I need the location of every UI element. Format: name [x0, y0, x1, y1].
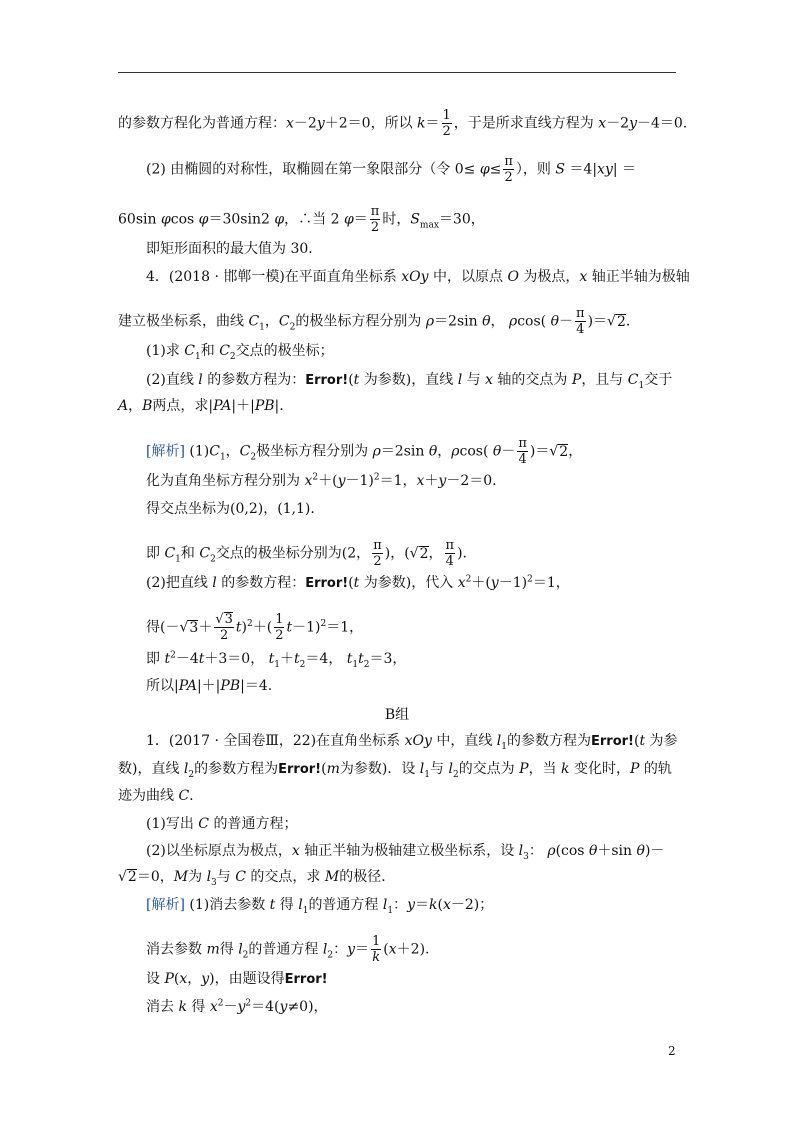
text-line: 即 $t^2-4t+3=0$， $t_1+t_2=4$， $t_1t_2=3$，	[146, 650, 407, 670]
text-line: (2) 由椭圆的对称性，取椭圆在第一象限部分（令 0≤ φ≤ $\frac{\pi}{2}$ ），则 S ＝4|xy| ＝	[146, 154, 637, 185]
text-line: 消去参数 m得 $l_2$的普通方程 $l_2$：y＝ $\frac{1}{k}$ (x＋2).	[146, 934, 430, 965]
text-line: A，B两点，求|PA|＋|PB|.	[118, 398, 284, 414]
page-number: 2	[668, 1044, 676, 1058]
text-line: (1)求 $C_1$和 $C_2$交点的极坐标；	[146, 343, 334, 362]
text-line: 设 P(x，y)，由题设得Error!	[146, 971, 328, 987]
text-line: 即 $C_1$和 $C_2$交点的极坐标分别为(2， $\frac{\pi}{2}$ )，(√2， $\frac{\pi}{4}$ ).	[146, 538, 467, 569]
text-line: 得交点坐标为(0,2)，(1,1).	[146, 501, 315, 517]
text-line: (1)写出 C 的普通方程；	[146, 816, 298, 832]
text-line: 消去 k 得 $x^2-y^2=4(y\ne 0)$，	[146, 998, 328, 1015]
text-line: 60sin φcos φ＝30sin2 φ，∴当 2 φ＝ $\frac{\pi}{2}$ 时，$S_{max}=30$，	[118, 204, 485, 235]
section-heading: B组	[384, 707, 410, 723]
text-line: 1．(2017 · 全国卷Ⅲ，22)在直角坐标系 xOy 中，直线 $l_1$的参数方程为Error!(t 为参	[146, 733, 678, 752]
text-line: 得(－√3＋ $\frac{√3}{2}$ t)$^2$＋( $\frac{1}{2}$ t－1)$^2$＝1，	[146, 612, 364, 643]
text-line: [解析] (1)消去参数 t 得 $l_1$的普通方程 $l_1$：y＝k(x－2)；	[146, 897, 494, 916]
text-line: (2)把直线 l 的参数方程：Error!(t 为参数)，代入 $x^2+(y-1)^2=1$，	[146, 574, 570, 591]
text-line: 所以|PA|＋|PB|＝4.	[146, 678, 273, 694]
text-line: 建立极坐标系，曲线 $C_1$，$C_2$的极坐标方程分别为 ρ＝2sin θ， ρcos( θ－ $\frac{\pi}{4}$ )＝√2.	[118, 306, 631, 337]
text-line: (2)以坐标原点为极点，x 轴正半轴为极轴建立极坐标系，设 $l_3$： ρ(cos θ＋sin θ)－	[146, 843, 665, 862]
text-line: 化为直角坐标方程分别为 $x^2+(y-1)^2=1$，x＋y－2＝0.	[146, 472, 497, 489]
text-line: √2＝0，M为 $l_3$与 C 的交点，求 M的极径．	[118, 869, 396, 888]
text-line: [解析] $(1)C_1$，$C_2$极坐标方程分别为 ρ＝2sin θ，ρcos( θ－ $\frac{\pi}{4}$ )＝√2，	[146, 436, 583, 467]
text-line: 即矩形面积的最大值为 30.	[146, 241, 313, 257]
header-rule	[118, 72, 676, 73]
text-line: 迹为曲线 C.	[118, 788, 194, 804]
text-line: 的参数方程化为普通方程：x－2y＋2＝0，所以 k＝ $\frac{1}{2}$ ，于是所求直线方程为 x－2y－4＝0.	[118, 108, 688, 139]
text-line: 4．(2018 · 邯郸一模)在平面直角坐标系 xOy 中，以原点 O 为极点，x 轴正半轴为极轴	[146, 269, 690, 285]
text-line: 数)，直线 $l_2$的参数方程为Error!(m为参数)．设 $l_1$与 $l_2$的交点为 P，当 k 变化时，P 的轨	[118, 761, 672, 780]
text-line: (2)直线 l 的参数方程为：Error!(t 为参数)，直线 l 与 x 轴的交点为 P，且与 $C_1$交于	[146, 372, 673, 391]
